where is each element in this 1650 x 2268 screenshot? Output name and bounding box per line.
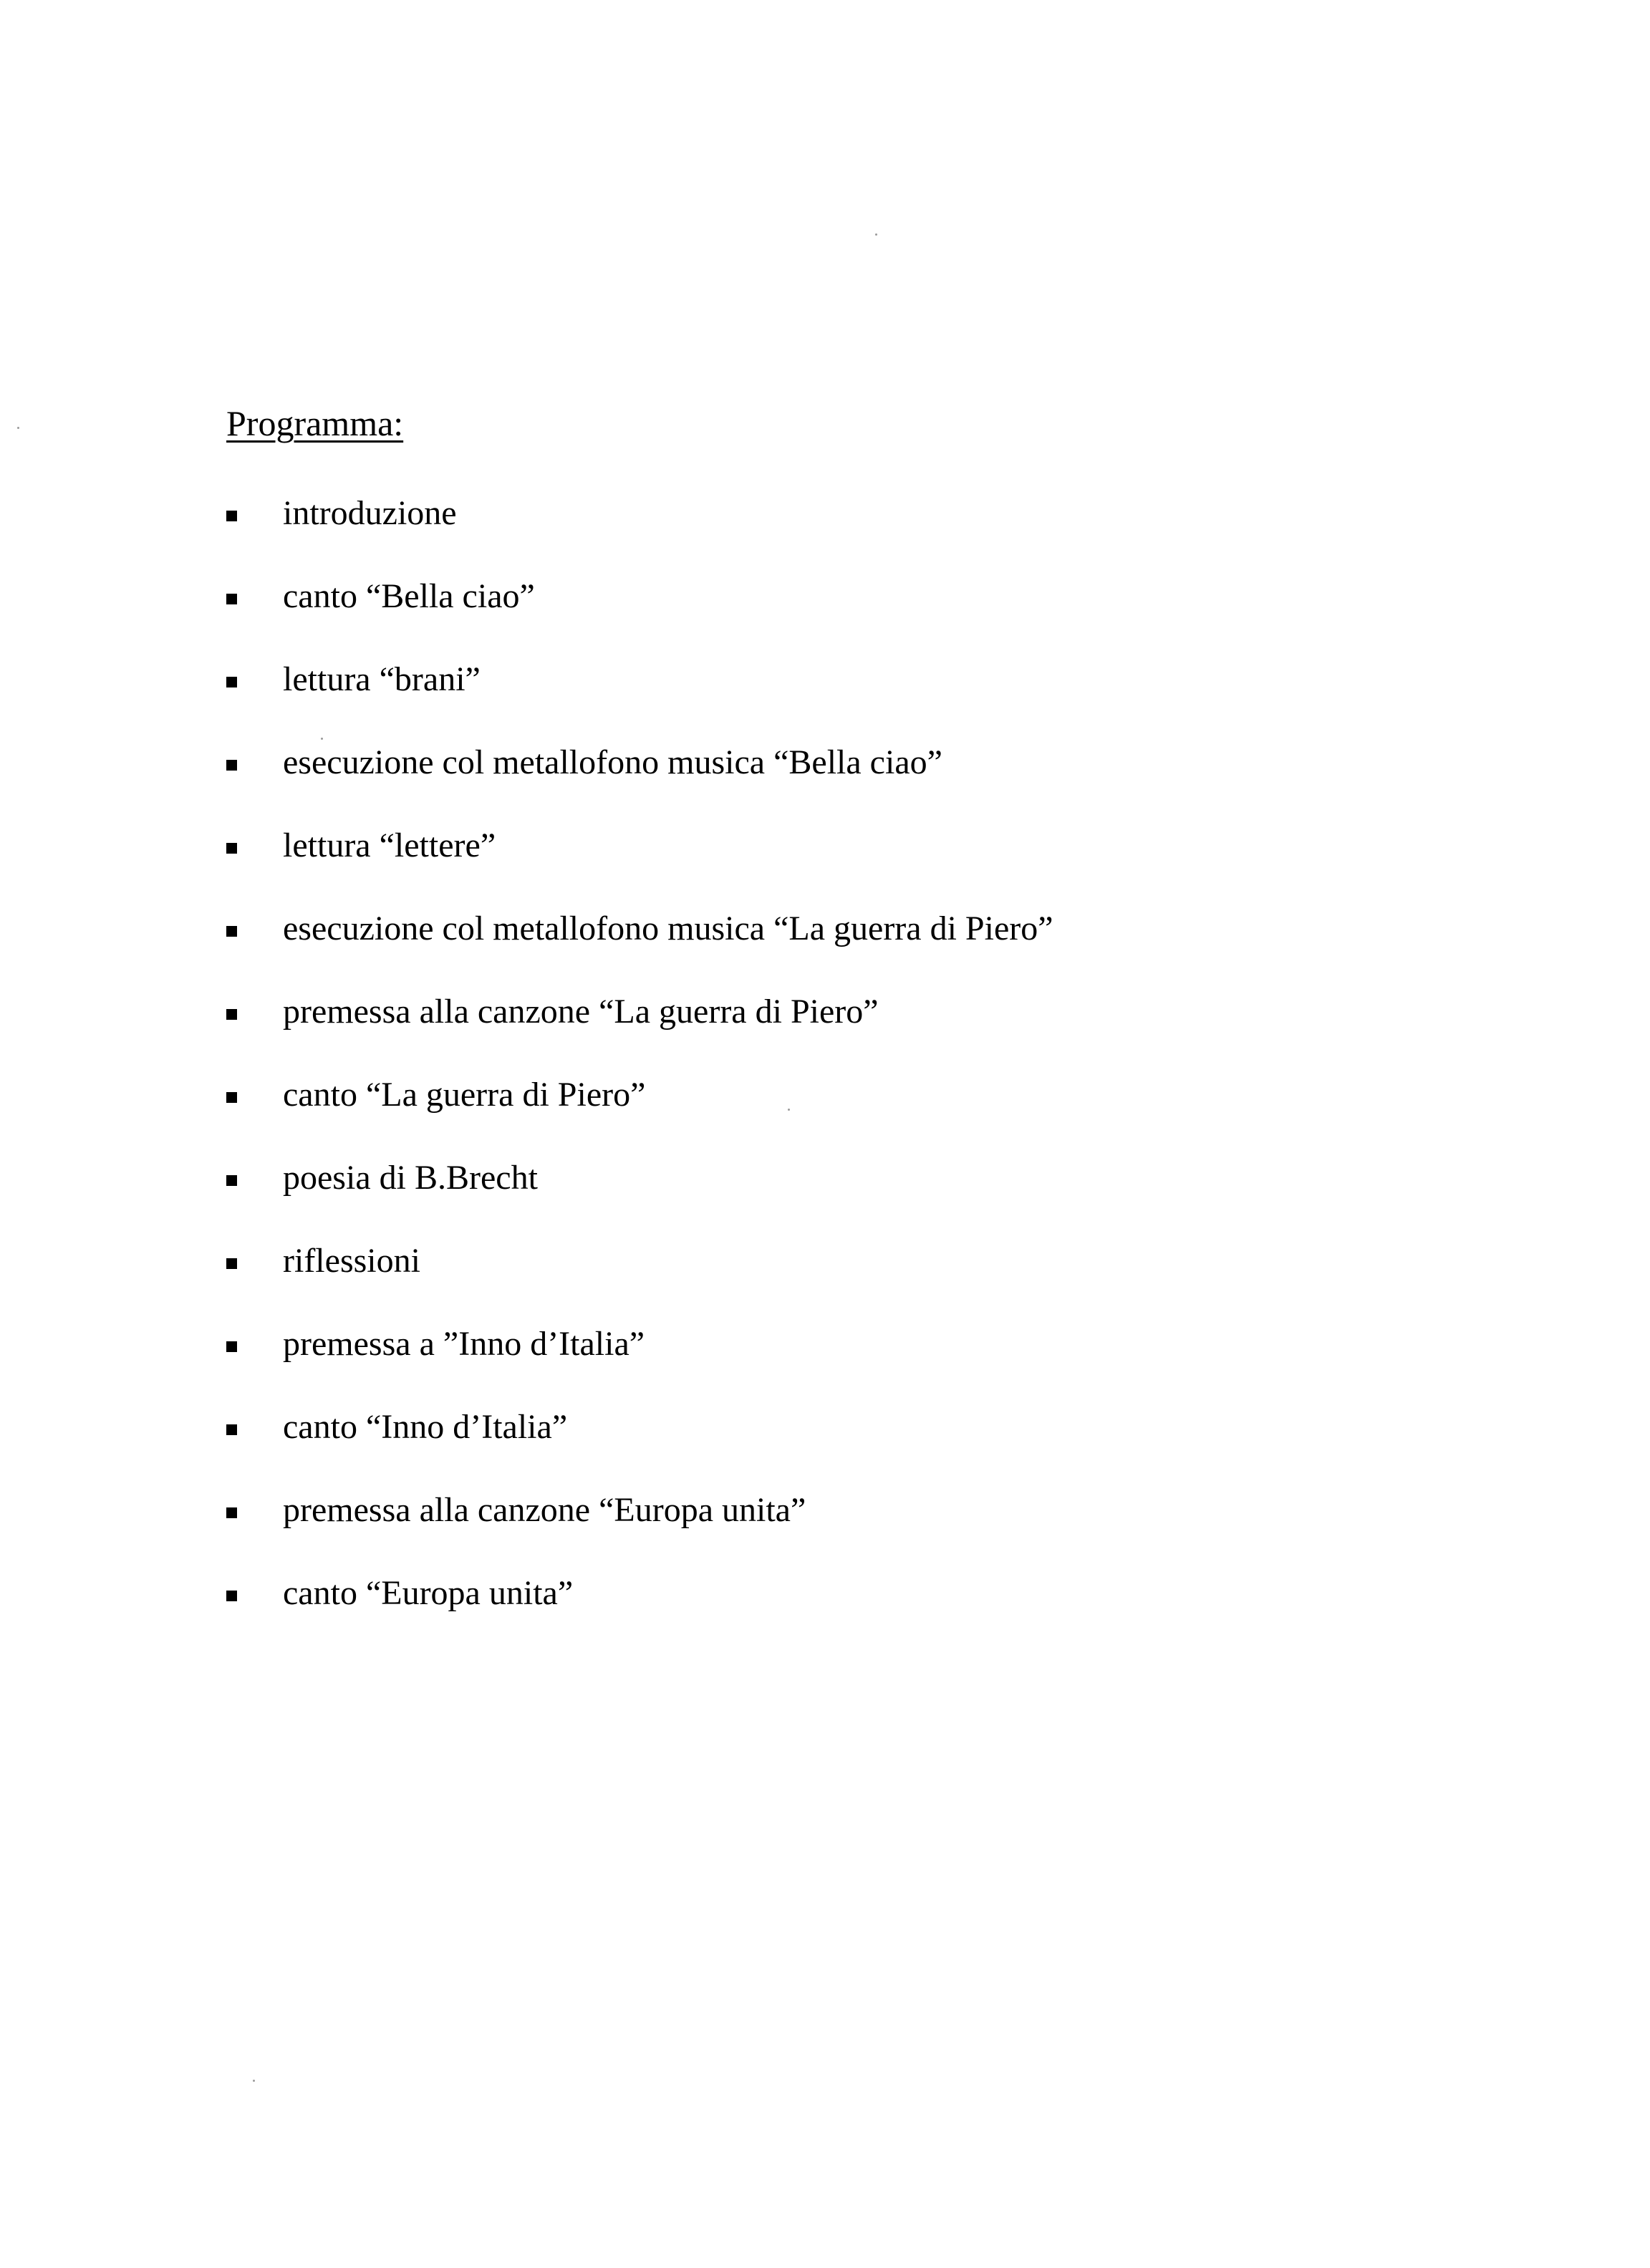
- list-item: [226, 579, 1053, 662]
- list-item-text: esecuzione col metallofono musica “La guerra di Piero”: [283, 909, 1053, 947]
- list-item-text: canto “Europa unita”: [283, 1574, 574, 1612]
- square-bullet-icon: [226, 1258, 237, 1269]
- scan-speck: [875, 233, 877, 236]
- list-item-text: poesia di B.Brecht: [283, 1159, 538, 1197]
- list-item: [226, 662, 1053, 745]
- list-item: [226, 1161, 1053, 1244]
- list-item: [226, 1410, 1053, 1493]
- square-bullet-icon: [226, 511, 237, 521]
- list-item-text: lettura “lettere”: [283, 826, 496, 864]
- program-list: [226, 496, 1053, 1659]
- list-item: [226, 745, 1053, 829]
- square-bullet-icon: [226, 1092, 237, 1103]
- square-bullet-icon: [226, 594, 237, 604]
- square-bullet-icon: [226, 1507, 237, 1518]
- list-item: [226, 826, 1053, 912]
- square-bullet-icon: [226, 1591, 237, 1601]
- list-item: [226, 1078, 1053, 1161]
- square-bullet-icon: [226, 677, 237, 687]
- list-item: [226, 909, 1053, 995]
- list-item-text: lettura “brani”: [283, 660, 481, 698]
- square-bullet-icon: [226, 926, 237, 937]
- square-bullet-icon: [226, 1009, 237, 1020]
- square-bullet-icon: [226, 843, 237, 854]
- list-item-text: premessa alla canzone “La guerra di Piero”: [283, 993, 879, 1031]
- list-item-text: esecuzione col metallofono musica “Bella ciao”: [283, 743, 942, 781]
- list-item-text: canto “Bella ciao”: [283, 577, 535, 615]
- scan-speck: [321, 738, 323, 740]
- scan-speck: [17, 427, 19, 429]
- list-item-text: canto “Inno d’Italia”: [283, 1408, 568, 1446]
- list-item: [226, 1493, 1053, 1576]
- list-item-text: canto “La guerra di Piero”: [283, 1076, 646, 1114]
- scan-speck: [253, 2080, 255, 2082]
- scan-speck: [788, 1109, 790, 1111]
- list-item: [226, 995, 1053, 1078]
- list-item: [226, 496, 1053, 579]
- square-bullet-icon: [226, 1175, 237, 1186]
- list-item: [226, 1244, 1053, 1327]
- list-item: [226, 1576, 1053, 1659]
- list-item-text: premessa a ”Inno d’Italia”: [283, 1325, 645, 1363]
- list-item: [226, 1327, 1053, 1410]
- list-item-text: premessa alla canzone “Europa unita”: [283, 1491, 806, 1529]
- square-bullet-icon: [226, 1341, 237, 1352]
- square-bullet-icon: [226, 760, 237, 771]
- list-item-text: introduzione: [283, 494, 457, 532]
- list-item-text: riflessioni: [283, 1242, 420, 1280]
- square-bullet-icon: [226, 1424, 237, 1435]
- page-title: Programma:: [226, 403, 404, 443]
